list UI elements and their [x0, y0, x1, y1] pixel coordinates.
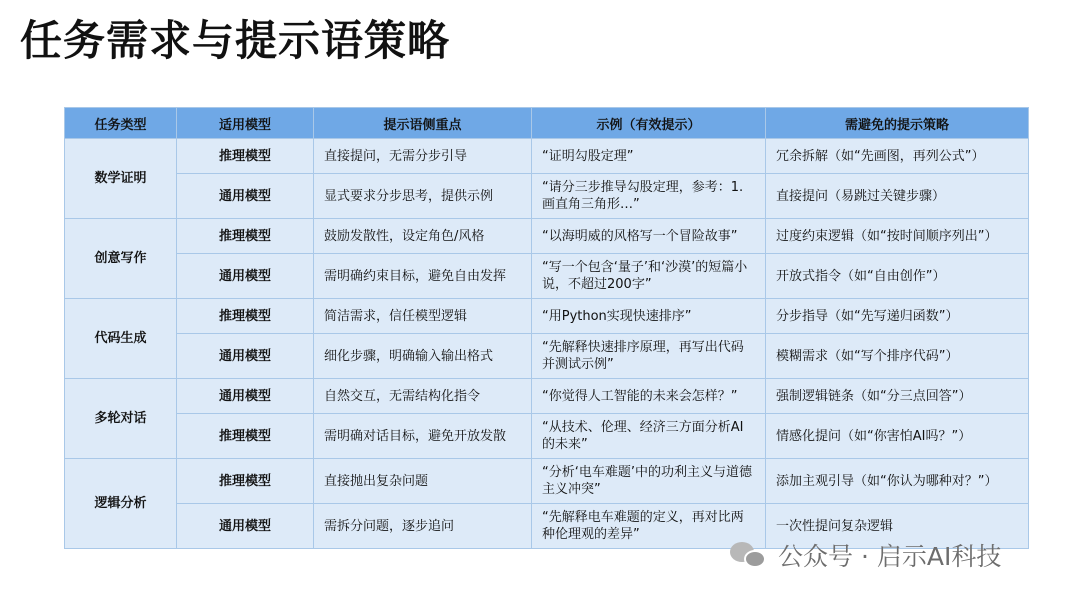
- header-avoid: 需避免的提示策略: [766, 108, 1029, 139]
- example-cell: “写一个包含‘量子’和‘沙漠’的短篇小说，不超过200字”: [532, 254, 766, 299]
- table-row: [65, 139, 1029, 174]
- avoid-cell: 直接提问（易跳过关键步骤）: [766, 174, 1029, 219]
- focus-cell: 直接提问，无需分步引导: [314, 139, 532, 174]
- model-cell: 推理模型: [177, 299, 314, 334]
- example-cell: “从技术、伦理、经济三方面分析AI的未来”: [532, 414, 766, 459]
- header-focus: 提示语侧重点: [314, 108, 532, 139]
- header-model: 适用模型: [177, 108, 314, 139]
- avoid-cell: 添加主观引导（如“你认为哪种对？”）: [766, 459, 1029, 504]
- example-cell: “先解释电车难题的定义，再对比两种伦理观的差异”: [532, 504, 766, 549]
- avoid-cell: 开放式指令（如“自由创作”）: [766, 254, 1029, 299]
- model-cell: 推理模型: [177, 414, 314, 459]
- table-row: [65, 379, 1029, 414]
- focus-cell: 需拆分问题，逐步追问: [314, 504, 532, 549]
- strategy-table: [64, 107, 1029, 549]
- focus-cell: 简洁需求，信任模型逻辑: [314, 299, 532, 334]
- focus-cell: 需明确约束目标，避免自由发挥: [314, 254, 532, 299]
- watermark: [730, 537, 1001, 573]
- example-cell: “以海明威的风格写一个冒险故事”: [532, 219, 766, 254]
- avoid-cell: 模糊需求（如“写个排序代码”）: [766, 334, 1029, 379]
- category-cell: 创意写作: [65, 219, 177, 299]
- category-cell: 数学证明: [65, 139, 177, 219]
- table-row: [65, 334, 1029, 379]
- example-cell: “请分三步推导勾股定理，参考：1. 画直角三角形…”: [532, 174, 766, 219]
- model-cell: 通用模型: [177, 504, 314, 549]
- focus-cell: 显式要求分步思考，提供示例: [314, 174, 532, 219]
- table-row: [65, 219, 1029, 254]
- example-cell: “用Python实现快速排序”: [532, 299, 766, 334]
- focus-cell: 直接抛出复杂问题: [314, 459, 532, 504]
- model-cell: 通用模型: [177, 334, 314, 379]
- model-cell: 通用模型: [177, 174, 314, 219]
- page-title: 任务需求与提示语策略: [20, 16, 451, 65]
- model-cell: 推理模型: [177, 139, 314, 174]
- table-row: [65, 174, 1029, 219]
- focus-cell: 细化步骤，明确输入输出格式: [314, 334, 532, 379]
- avoid-cell: 过度约束逻辑（如“按时间顺序列出”）: [766, 219, 1029, 254]
- model-cell: 推理模型: [177, 459, 314, 504]
- category-cell: 逻辑分析: [65, 459, 177, 549]
- model-cell: 推理模型: [177, 219, 314, 254]
- avoid-cell: 情感化提问（如“你害怕AI吗？”）: [766, 414, 1029, 459]
- avoid-cell: 强制逻辑链条（如“分三点回答”）: [766, 379, 1029, 414]
- table-row: [65, 254, 1029, 299]
- table-row: [65, 299, 1029, 334]
- example-cell: “先解释快速排序原理，再写出代码并测试示例”: [532, 334, 766, 379]
- model-cell: 通用模型: [177, 379, 314, 414]
- focus-cell: 自然交互，无需结构化指令: [314, 379, 532, 414]
- example-cell: “你觉得人工智能的未来会怎样？”: [532, 379, 766, 414]
- focus-cell: 需明确对话目标，避免开放发散: [314, 414, 532, 459]
- example-cell: “证明勾股定理”: [532, 139, 766, 174]
- example-cell: “分析‘电车难题’中的功利主义与道德主义冲突”: [532, 459, 766, 504]
- header-example: 示例（有效提示）: [532, 108, 766, 139]
- category-cell: 代码生成: [65, 299, 177, 379]
- model-cell: 通用模型: [177, 254, 314, 299]
- focus-cell: 鼓励发散性，设定角色/风格: [314, 219, 532, 254]
- avoid-cell: 分步指导（如“先写递归函数”）: [766, 299, 1029, 334]
- category-cell: 多轮对话: [65, 379, 177, 459]
- avoid-cell: 冗余拆解（如“先画图，再列公式”）: [766, 139, 1029, 174]
- table-row: [65, 459, 1029, 504]
- avoid-cell: 一次性提问复杂逻辑: [766, 504, 1029, 549]
- header-task-type: 任务类型: [65, 108, 177, 139]
- watermark-text: 公众号 · 启示AI科技: [778, 542, 1002, 571]
- table-row: [65, 414, 1029, 459]
- wechat-icon: [730, 540, 770, 570]
- table-header-row: [65, 108, 1029, 139]
